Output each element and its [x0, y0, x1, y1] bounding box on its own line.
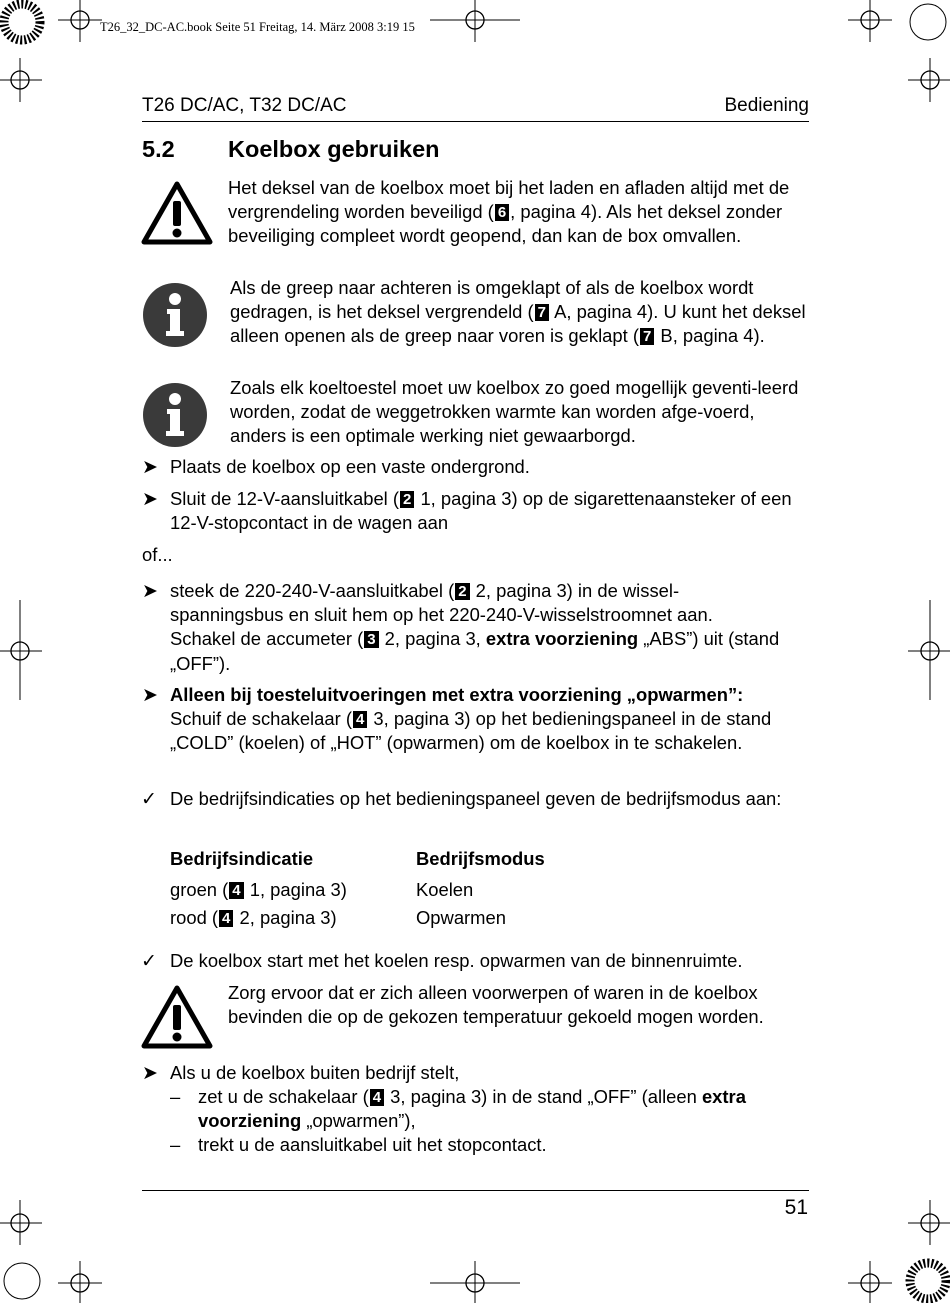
ref-box: 6	[495, 204, 509, 221]
table-cell-mode: Koelen	[416, 879, 474, 900]
info-text-handle: Als de greep naar achteren is omgeklapt of als de koelbox wordt gedragen, is het deksel vergrendeld ( 7 A, pagina 4). U kunt het deksel alleen openen als de greep naar voren is geklapt ( 7 B, pagina 4).	[230, 277, 806, 347]
ref-box: 4	[229, 882, 243, 899]
ref-box: 4	[219, 910, 233, 927]
table-cell-mode: Opwarmen	[416, 907, 506, 928]
warning-text-lid: Het deksel van de koelbox moet bij het laden en afladen altijd met de vergrendeling worden beveiligd ( 6 , pagina 4). Als het deksel zonder beveiliging compleet wordt geopend, dan kan de box omvallen.	[228, 177, 790, 247]
print-info: T26_32_DC-AC.book Seite 51 Freitag, 14. März 2008 3:19 15	[100, 20, 415, 34]
arrow-marker: ➤	[142, 685, 158, 706]
table-cell-indication: groen ( 4 1, pagina 3)	[170, 879, 347, 900]
page-number: 51	[784, 1196, 808, 1219]
ref-box: 4	[370, 1089, 384, 1106]
step-230v: steek de 220-240-V-aansluitkabel ( 2 2, pagina 3) in de wissel-spanningsbus en sluit hem op het 220-240-V-wisselstroomnet aan. Schakel de accumeter ( 3 2, pagina 3, extra voorziening „ABS”) uit (stand „OFF”).	[170, 580, 780, 674]
section-title: Koelbox gebruiken	[228, 136, 440, 162]
info-text-ventilation: Zoals elk koeltoestel moet uw koelbox zo goed mogellijk geventi-leerd worden, zodat de weggetrokken warmte kan worden afge-voerd, anders is een optimale werking niet gewaarborgd.	[230, 377, 799, 447]
arrow-marker: ➤	[142, 489, 158, 510]
warning-triangle-icon	[141, 181, 213, 245]
table-header-indication: Bedrijfsindicatie	[170, 848, 314, 869]
header-chapter: Bediening	[724, 95, 809, 116]
ref-box: 7	[640, 328, 654, 345]
section-number: 5.2	[142, 136, 175, 162]
result-indication: De bedrijfsindicaties op het bedieningspaneel geven de bedrijfsmodus aan:	[170, 788, 782, 809]
registration-mark-top-left	[0, 0, 102, 102]
ref-box: 2	[400, 491, 414, 508]
registration-mark-top-right	[848, 0, 950, 102]
ref-box: 2	[455, 583, 469, 600]
table-cell-indication: rood ( 4 2, pagina 3)	[170, 907, 337, 928]
check-marker: ✓	[141, 789, 157, 810]
ref-box: 4	[353, 711, 367, 728]
step-12v: Sluit de 12-V-aansluitkabel ( 2 1, pagina 3) op de sigarettenaansteker of een 12-V-stopcontact in de wagen aan	[170, 488, 792, 534]
check-marker: ✓	[141, 951, 157, 972]
dash-marker: –	[170, 1086, 181, 1107]
arrow-marker: ➤	[142, 1063, 158, 1084]
ref-box: 3	[364, 631, 378, 648]
result-start: De koelbox start met het koelen resp. opwarmen van de binnenruimte.	[170, 950, 743, 971]
or-text: of...	[142, 544, 173, 565]
header-model: T26 DC/AC, T32 DC/AC	[142, 95, 347, 116]
info-circle-icon	[142, 282, 208, 348]
arrow-marker: ➤	[142, 457, 158, 478]
info-circle-icon	[142, 382, 208, 448]
arrow-marker: ➤	[142, 581, 158, 602]
substep-unplug: trekt u de aansluitkabel uit het stopcontact.	[198, 1134, 547, 1155]
step-heating: Alleen bij toesteluitvoeringen met extra voorziening „opwarmen”: Schuif de schakelaar ( 4 3, pagina 3) op het bedieningspaneel in de stand „COLD” (koelen) of „HOT” (opwarmen) om de koelbox in te schakelen.	[170, 684, 772, 754]
header-rule	[142, 121, 809, 122]
warning-triangle-icon	[141, 985, 213, 1049]
table-header-mode: Bedrijfsmodus	[416, 848, 545, 869]
dash-marker: –	[170, 1134, 181, 1155]
ref-box: 7	[535, 304, 549, 321]
step-shutdown: Als u de koelbox buiten bedrijf stelt,	[170, 1062, 460, 1083]
footer-rule	[142, 1190, 809, 1191]
substep-switch-off: zet u de schakelaar ( 4 3, pagina 3) in de stand „OFF” (alleen extra voorziening „opwarmen”),	[198, 1086, 746, 1132]
warning-text-temperature: Zorg ervoor dat er zich alleen voorwerpen of waren in de koelbox bevinden die op de gekozen temperatuur gekoeld mogen worden.	[228, 982, 764, 1028]
step-place: Plaats de koelbox op een vaste ondergrond.	[170, 456, 530, 477]
